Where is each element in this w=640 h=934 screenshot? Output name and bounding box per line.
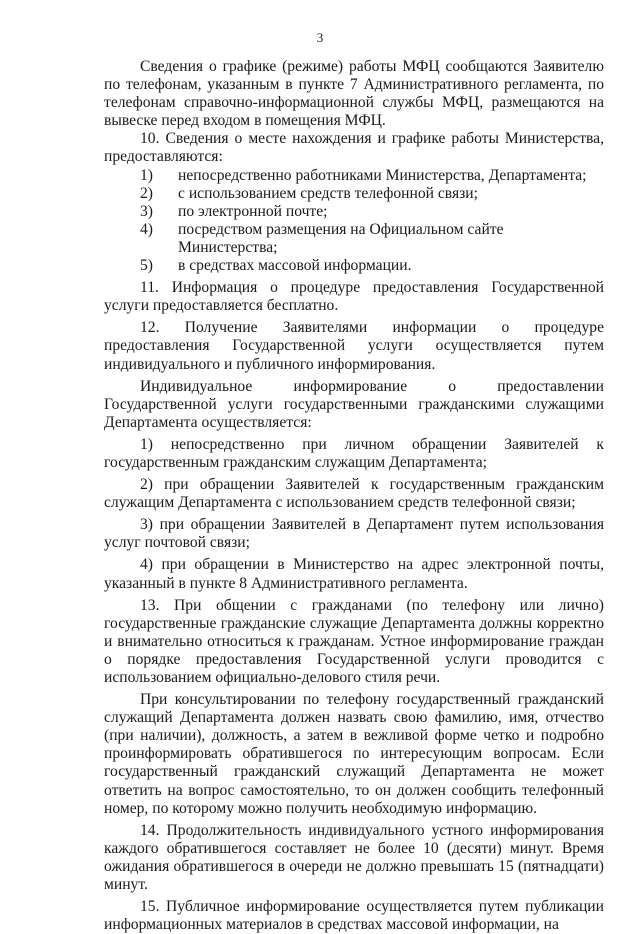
paragraph-mfc-schedule: Сведения о графике (режиме) работы МФЦ сообщаются Заявителю по телефонам, указанным в пункте 7 Административного регламента, по телефонам справочно-информационной службы МФЦ, размещаются на вывеске перед входом в помещения МФЦ. [104,58,604,130]
list-item: 2) с использованием средств телефонной связи; [140,184,478,202]
list-item: 4) при обращении в Министерство на адрес электронной почты, указанный в пункте 8 Административного регламента. [104,556,604,592]
paragraph-13: 13. При общении с гражданами (по телефону или лично) государственные гражданские служащие Департамента должны корректно и внимательно относиться к гражданам. Устное информирование граждан о порядке предоставления Государственной услуги проводится с использованием официально-делового стиля речи. [104,596,604,686]
paragraph-14: 14. Продолжительность индивидуального устного информирования каждого обратившегося составляет не более 10 (десяти) минут. Время ожидания обратившегося в очереди не должно превышать 15 (пятнадцати) минут. [104,821,604,894]
list-item: 2) при обращении Заявителей к государственным гражданским служащим Департамента с использованием средств телефонной связи; [104,476,604,512]
list-item: 3) по электронной почте; [140,202,328,220]
paragraph-11: 11. Информация о процедуре предоставления Государственной услуги предоставляется бесплатно. [104,279,604,315]
list-item: 1) непосредственно работниками Министерства, Департамента; [140,166,587,184]
list-item: 3) при обращении Заявителей в Департамент путем использования услуг почтовой связи; [104,516,604,552]
document-body [104,58,604,934]
paragraph-15: 15. Публичное информирование осуществляется путем публикации информационных материалов в средствах массовой информации, на [104,898,604,934]
paragraph-13-phone: При консультировании по телефону государственный гражданский служащий Департамента должен назвать свою фамилию, имя, отчество (при наличии), должность, а затем в вежливой форме четко и подробно проинформировать обратившегося по интересующим вопросам. Если государственный гражданский служащий Департамента не может ответить на вопрос самостоятельно, то он должен сообщить телефонный номер, по которому можно получить необходимую информацию. [104,691,604,817]
paragraph-12-individual: Индивидуальное информирование о предоставлении Государственной услуги государственными гражданскими служащими Департамента осуществляется: [104,377,604,431]
list-item: 4) посредством размещения на Официальном сайте Министерства; [140,220,504,256]
paragraph-12: 12. Получение Заявителями информации о процедуре предоставления Государственной услуги осуществляется путем индивидуального и публичного информирования. [104,319,604,373]
page-number: 3 [316,30,324,45]
paragraph-10: 10. Сведения о месте нахождения и графике работы Министерства, предоставляются: [104,130,604,166]
list-item: 5) в средствах массовой информации. [140,257,412,275]
list-item: 1) непосредственно при личном обращении Заявителей к государственным гражданским служащим Департамента; [104,435,604,471]
